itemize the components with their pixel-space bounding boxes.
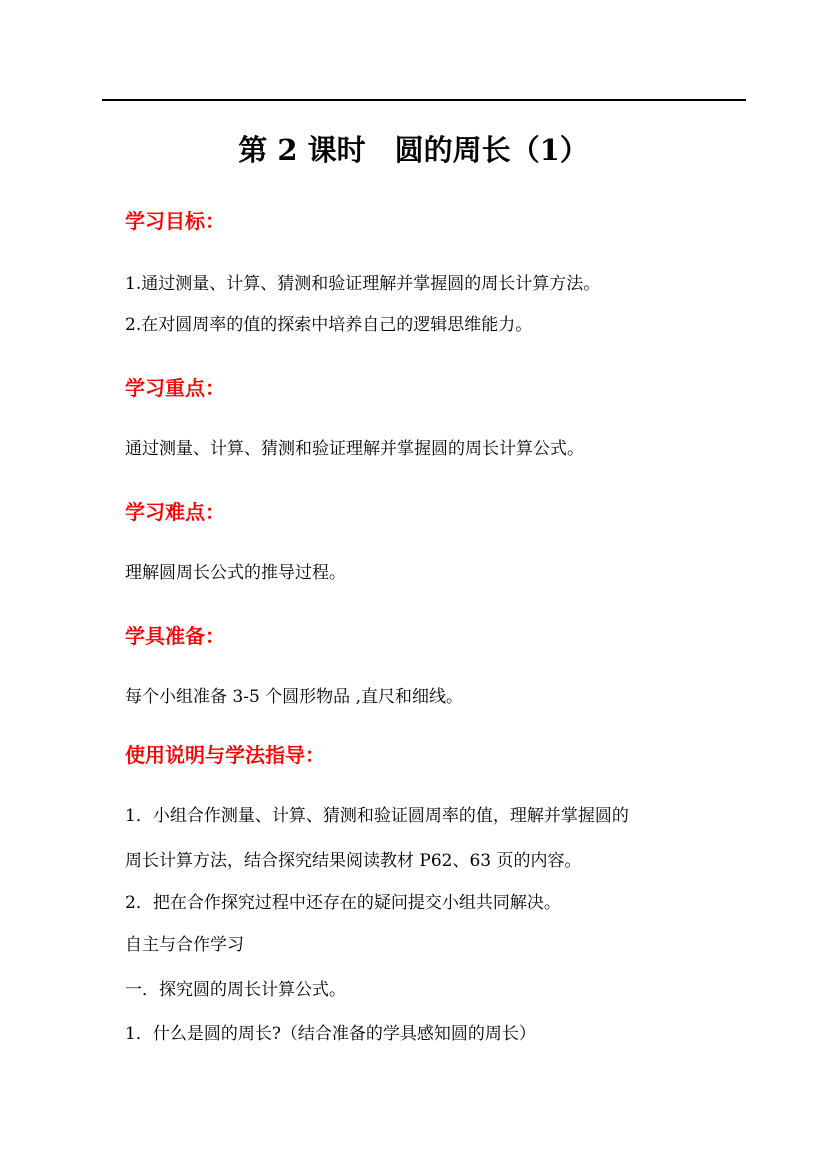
materials-text: 每个小组准备 3-5 个圆形物品 ,直尺和细线。 [125,687,463,707]
question-1: 1．什么是圆的周长?（结合准备的学具感知圆的周长） [125,1024,536,1044]
guidance-line-1: 1．小组合作测量、计算、猜测和验证圆周率的值，理解并掌握圆的 [125,806,629,826]
guidance-heading: 使用说明与学法指导： [125,743,325,767]
exploration-heading: 一．探究圆的周长计算公式。 [125,980,346,1000]
key-points-heading: 学习重点： [125,376,225,400]
objective-item-1: 1.通过测量、计算、猜测和验证理解并掌握圆的周长计算方法。 [125,274,601,294]
page-title: 第 2 课时 圆的周长（1） [238,133,589,167]
header-rule [102,99,746,101]
self-study-heading: 自主与合作学习 [125,935,244,955]
difficulties-heading: 学习难点： [125,500,225,524]
objectives-heading: 学习目标： [125,209,225,233]
key-points-text: 通过测量、计算、猜测和验证理解并掌握圆的周长计算公式。 [125,439,584,459]
difficulties-text: 理解圆周长公式的推导过程。 [125,563,346,583]
objective-item-2: 2.在对圆周率的值的探索中培养自己的逻辑思维能力。 [125,315,533,335]
guidance-line-2: 周长计算方法，结合探究结果阅读教材 P62、63 页的内容。 [125,851,582,871]
guidance-line-3: 2．把在合作探究过程中还存在的疑问提交小组共同解决。 [125,893,561,913]
materials-heading: 学具准备： [125,624,225,648]
